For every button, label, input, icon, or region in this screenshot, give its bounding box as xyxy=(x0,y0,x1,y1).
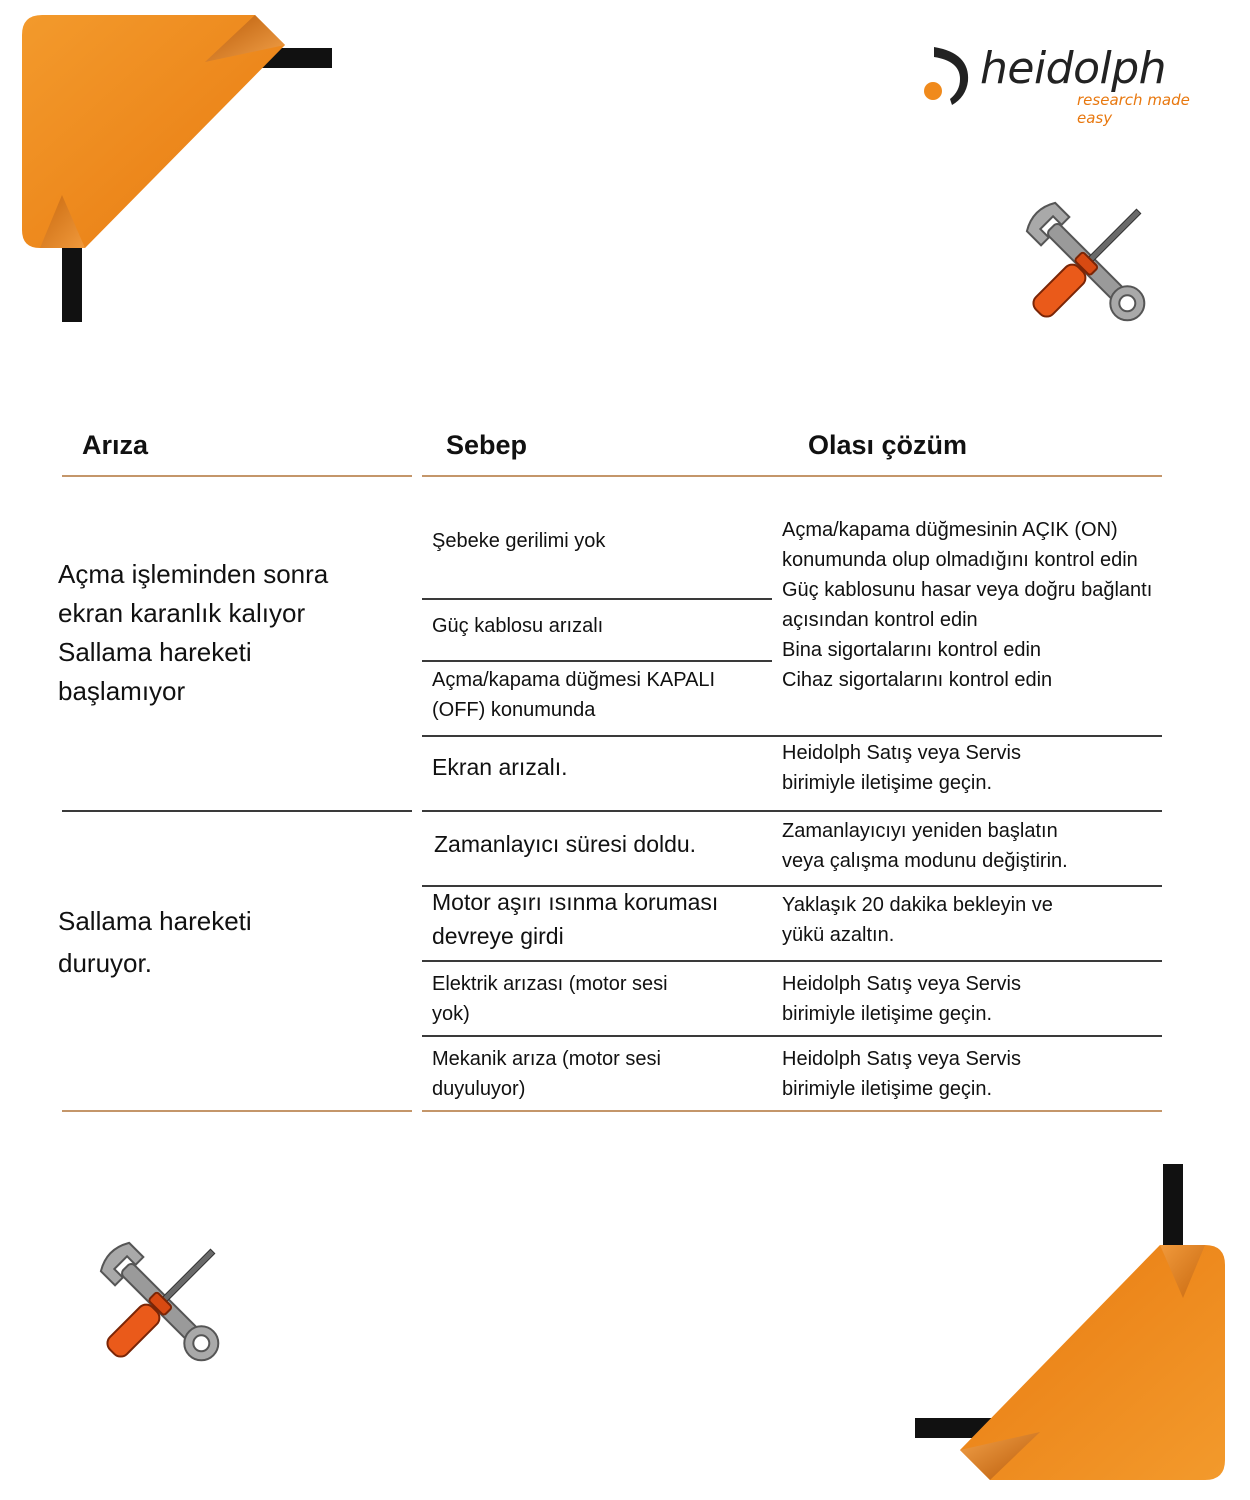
tools-icon xyxy=(1012,188,1162,338)
cause-timer-expired: Zamanlayıcı süresi doldu. xyxy=(434,831,697,857)
solution-electrical-fault: Heidolph Satış veya Servis birimiyle iletişime geçin. xyxy=(782,973,1022,1025)
header-solution: Olası çözüm xyxy=(808,430,968,460)
row-divider xyxy=(422,1035,1162,1037)
corner-ribbon-top-left xyxy=(0,0,340,330)
cause-display-faulty: Ekran arızalı. xyxy=(432,754,568,780)
row-divider xyxy=(422,598,772,600)
solution-mechanical-fault: Heidolph Satış veya Servis birimiyle iletişime geçin. xyxy=(782,1048,1022,1100)
fault-line: Açma işleminden sonra xyxy=(58,559,329,589)
cause-electrical-fault: Elektrik arızası (motor sesi yok) xyxy=(432,973,668,1025)
logo-mark-icon xyxy=(922,45,974,107)
header-cause: Sebep xyxy=(446,430,528,460)
header-divider-fault xyxy=(62,475,412,477)
solution-group-1: Açma/kapama düğmesinin AÇIK (ON) konumunda olup olmadığını kontrol edin Güç kablosunu hasar veya doğru bağlantı açısından kontrol edin Bina sigortalarını kontrol edin Cihaz sigortalarını kontrol edin xyxy=(782,519,1153,691)
solution-timer-expired: Zamanlayıcıyı yeniden başlatın veya çalışma modunu değiştirin. xyxy=(782,820,1068,872)
header-divider-rest xyxy=(422,475,1162,477)
tools-icon xyxy=(86,1228,236,1378)
cause-mechanical-fault: Mekanik arıza (motor sesi duyuluyor) xyxy=(432,1048,661,1100)
cause-no-mains-voltage: Şebeke gerilimi yok xyxy=(432,530,606,552)
heidolph-logo xyxy=(922,43,1222,127)
fault-group-2 xyxy=(58,900,252,984)
fault-line: Sallama hareketi xyxy=(58,637,252,667)
group-divider xyxy=(422,810,1162,812)
header-fault: Arıza xyxy=(82,430,149,460)
logo-wordmark: heidolph xyxy=(980,43,1167,94)
fault-line: ekran karanlık kalıyor xyxy=(58,598,306,628)
row-divider xyxy=(422,960,1162,962)
fault-line: duruyor. xyxy=(58,948,152,978)
corner-ribbon-bottom-right xyxy=(905,1160,1245,1490)
cause-switch-off: Açma/kapama düğmesi KAPALI (OFF) konumunda xyxy=(432,669,716,721)
fault-line: başlamıyor xyxy=(58,676,186,706)
table-bottom-divider xyxy=(422,1110,1162,1112)
cause-power-cable-faulty: Güç kablosu arızalı xyxy=(432,615,604,637)
table-bottom-divider xyxy=(62,1110,412,1112)
group-divider xyxy=(62,810,412,812)
row-divider xyxy=(422,735,1162,737)
cause-motor-overheat: Motor aşırı ısınma koruması devreye girdi xyxy=(432,889,719,949)
solution-display-faulty: Heidolph Satış veya Servis birimiyle iletişime geçin. xyxy=(782,742,1022,794)
fault-group-1 xyxy=(58,555,328,711)
fault-line: Sallama hareketi xyxy=(58,906,252,936)
row-divider xyxy=(422,660,772,662)
solution-motor-overheat: Yaklaşık 20 dakika bekleyin ve yükü azaltın. xyxy=(782,894,1053,946)
logo-tagline: research made easy xyxy=(1077,91,1190,127)
